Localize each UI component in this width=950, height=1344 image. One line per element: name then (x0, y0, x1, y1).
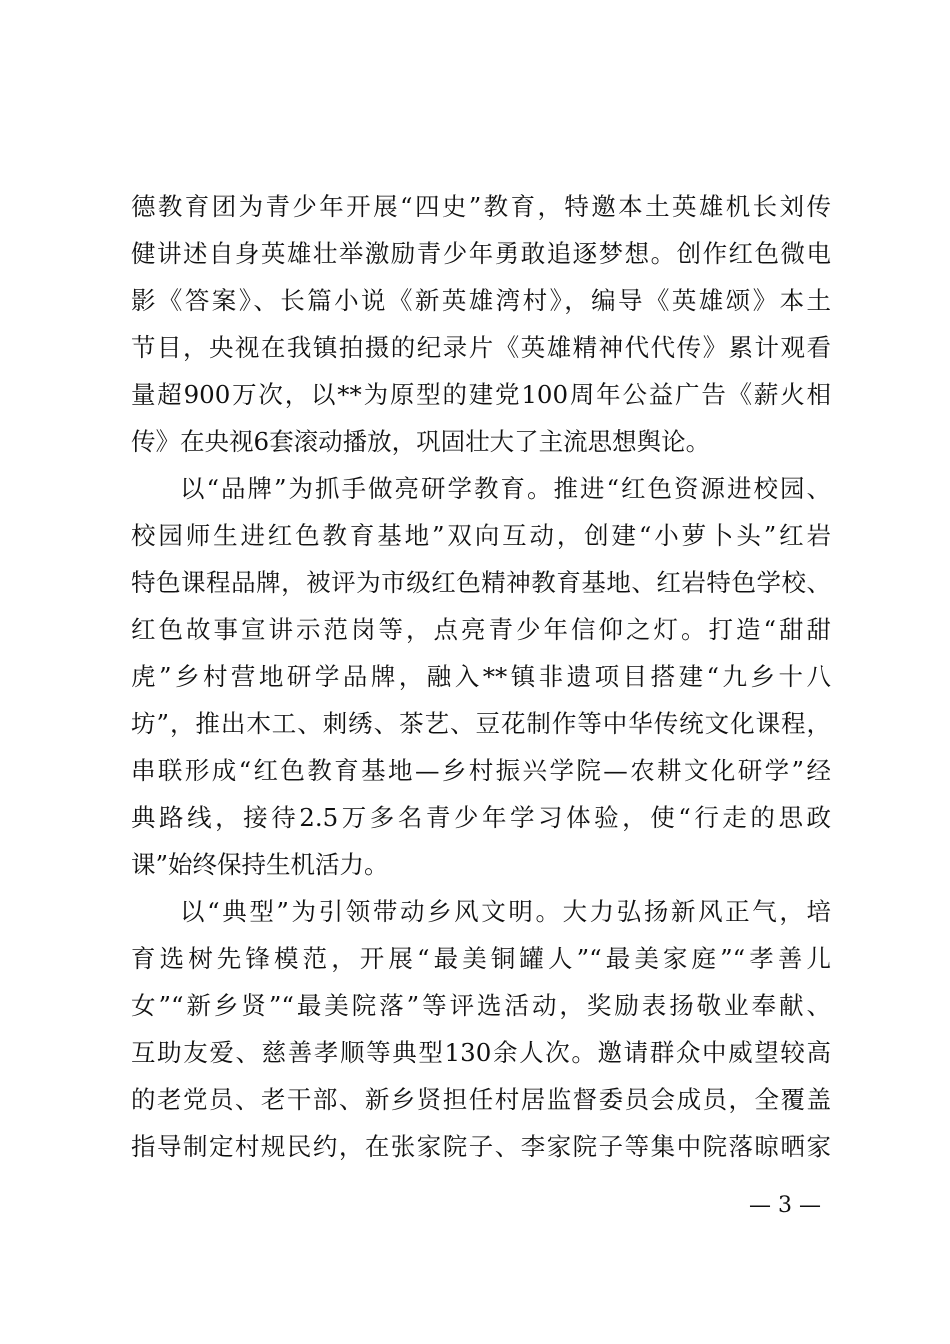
page-number: — 3 — (749, 1193, 821, 1218)
body-text-line: 的老党员、老干部、新乡贤担任村居监督委员会成员，全覆盖 (131, 1085, 831, 1114)
body-text-line: 量超900万次，以**为原型的建党100周年公益广告《薪火相 (131, 380, 831, 409)
body-text-line: 健讲述自身英雄壮举激励青少年勇敢追逐梦想。创作红色微电 (131, 239, 831, 268)
body-text-line: 育选树先锋模范，开展“最美铜罐人”“最美家庭”“孝善儿 (131, 944, 831, 973)
body-text-line: 德教育团为青少年开展“四史”教育，特邀本土英雄机长刘传 (131, 192, 831, 221)
body-text-line: 虎”乡村营地研学品牌，融入**镇非遗项目搭建“九乡十八 (131, 662, 831, 691)
body-text-line: 互助友爱、慈善孝顺等典型130余人次。邀请群众中威望较高 (131, 1038, 831, 1067)
body-text-line: 影《答案》、长篇小说《新英雄湾村》，编导《英雄颂》本土 (131, 286, 831, 315)
body-text-line: 节目，央视在我镇拍摄的纪录片《英雄精神代代传》累计观看 (131, 333, 831, 362)
body-text-line: 坊”，推出木工、刺绣、茶艺、豆花制作等中华传统文化课程， (131, 709, 831, 738)
paragraph-first-line: 以“典型”为引领带动乡风文明。大力弘扬新风正气，培 (180, 897, 831, 926)
body-text-line: 校园师生进红色教育基地”双向互动，创建“小萝卜头”红岩 (131, 521, 831, 550)
body-text-line: 红色故事宣讲示范岗等，点亮青少年信仰之灯。打造“甜甜 (131, 615, 831, 644)
body-text-line: 课”始终保持生机活力。 (131, 850, 389, 879)
body-text-line: 女”“新乡贤”“最美院落”等评选活动，奖励表扬敬业奉献、 (131, 991, 831, 1020)
body-text-line: 指导制定村规民约，在张家院子、李家院子等集中院落晾晒家 (131, 1132, 831, 1161)
body-text-line: 串联形成“红色教育基地—乡村振兴学院—农耕文化研学”经 (131, 756, 831, 785)
body-text-line: 典路线，接待2.5万多名青少年学习体验，使“行走的思政 (131, 803, 831, 832)
body-text-line: 传》在央视6套滚动播放，巩固壮大了主流思想舆论。 (131, 427, 711, 456)
body-text-line: 特色课程品牌，被评为市级红色精神教育基地、红岩特色学校、 (131, 568, 831, 597)
paragraph-first-line: 以“品牌”为抓手做亮研学教育。推进“红色资源进校园、 (180, 474, 831, 503)
